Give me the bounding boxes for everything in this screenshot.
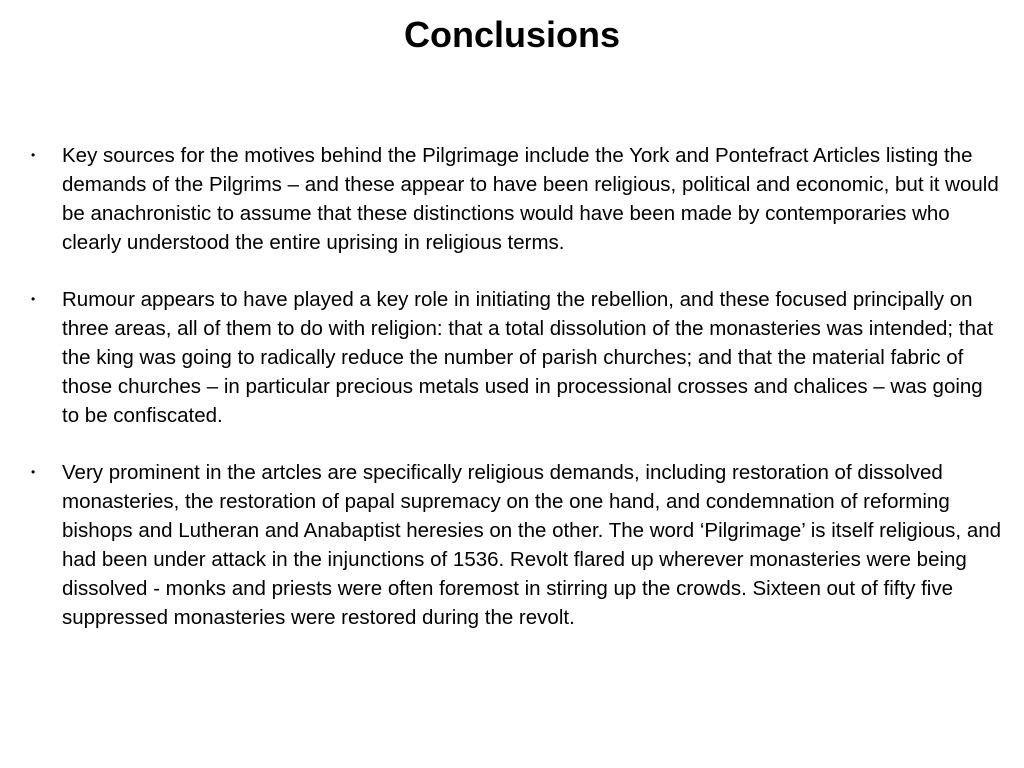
bullet-list <box>24 141 1004 660</box>
bullet-icon: • <box>31 148 36 162</box>
bullet-item <box>24 458 1004 632</box>
bullet-icon: • <box>31 465 36 479</box>
bullet-icon: • <box>31 292 36 306</box>
bullet-text: Very prominent in the artcles are specifically religious demands, including restoration of dissolved monasteries, the restoration of papal supremacy on the one hand, and condemnation of reforming bishops and Lutheran and Anabaptist heresies on the other. The word ‘Pilgrimage’ is itself religious, and had been under attack in the injunctions of 1536. Revolt flared up wherever monasteries were being dissolved - monks and priests were often foremost in stirring up the crowds. Sixteen out of fifty five suppressed monasteries were restored during the revolt. <box>62 461 1002 629</box>
bullet-text: Rumour appears to have played a key role in initiating the rebellion, and these focused principally on three areas, all of them to do with religion: that a total dissolution of the monasteries was intended; that the king was going to radically reduce the number of parish churches; and that the material fabric of those churches – in particular precious metals used in processional crosses and chalices – was going to be confiscated. <box>62 288 994 427</box>
slide-title: Conclusions <box>403 14 621 55</box>
bullet-item <box>24 285 1004 430</box>
bullet-item <box>24 141 1004 257</box>
bullet-text: Key sources for the motives behind the Pilgrimage include the York and Pontefract Articles listing the demands of the Pilgrims – and these appear to have been religious, political and economic, but it would be anachronistic to assume that these distinctions would have been made by contemporaries who clearly understood the entire uprising in religious terms. <box>62 144 999 254</box>
